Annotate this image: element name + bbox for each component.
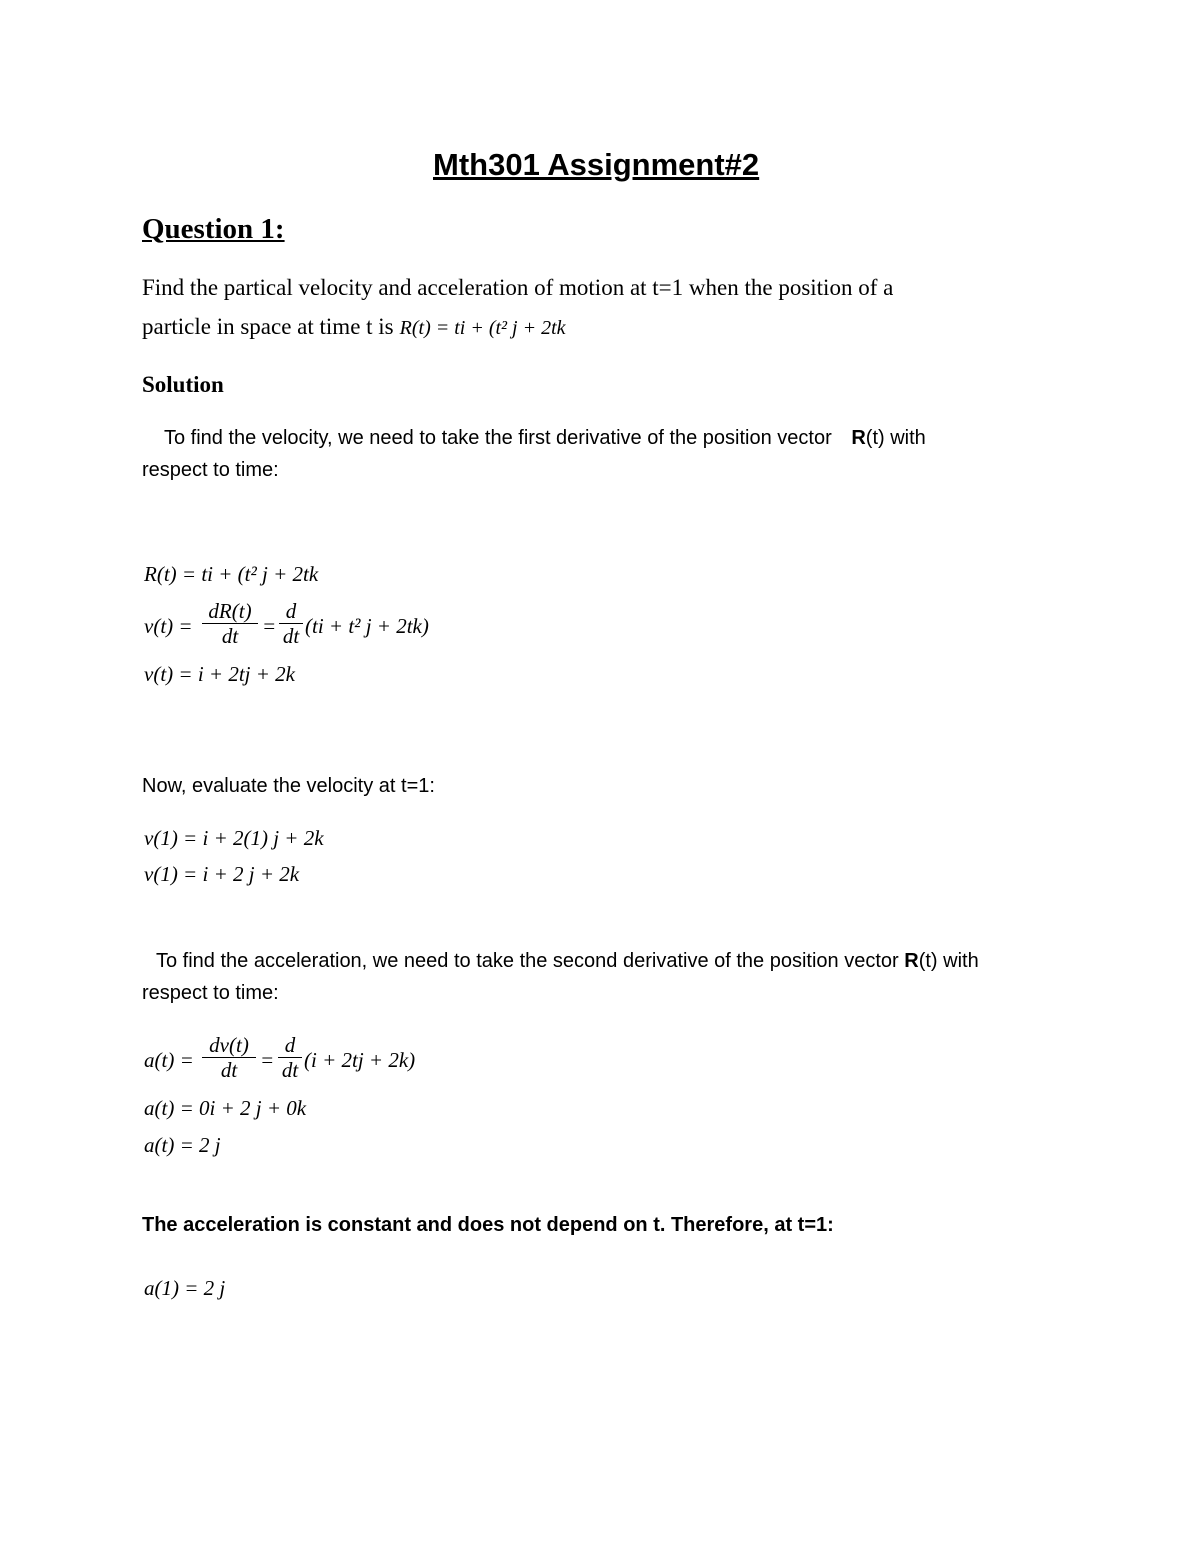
- question-text-line2: [142, 314, 566, 340]
- velocity-intro-text-end: (t) with: [865, 427, 926, 449]
- equation-velocity-fraction-1: [202, 600, 258, 647]
- fraction-numerator: d: [284, 1033, 296, 1057]
- equation-position: R(t) = ti + (t² j + 2tk: [144, 562, 319, 586]
- velocity-intro-vector-symbol: R: [851, 427, 866, 449]
- equation-velocity-fraction-2: [279, 600, 303, 647]
- fraction-denominator: dt: [281, 1058, 299, 1082]
- fraction-numerator: dv(t): [209, 1033, 249, 1057]
- equation-acceleration-lhs: a(t) =: [144, 1048, 194, 1072]
- solution-heading: Solution: [142, 372, 224, 397]
- evaluate-velocity-text: Now, evaluate the velocity at t=1:: [142, 775, 435, 797]
- acceleration-intro-text: To find the acceleration, we need to take the second derivative of the position vector: [156, 950, 899, 972]
- acceleration-intro-line1: [156, 950, 979, 973]
- equation-velocity-at-1-step: v(1) = i + 2(1) j + 2k: [144, 826, 324, 850]
- question-text-line1: Find the partical velocity and acceleration of motion at t=1 when the position of a: [142, 275, 894, 300]
- equation-velocity-result: v(t) = i + 2tj + 2k: [144, 662, 295, 686]
- fraction-numerator: d: [285, 599, 297, 623]
- acceleration-intro-line2: respect to time:: [142, 982, 279, 1004]
- equation-acceleration-result: a(t) = 2 j: [144, 1133, 221, 1157]
- fraction-denominator: dt: [282, 624, 300, 648]
- equation-acceleration-equals: =: [260, 1048, 275, 1072]
- velocity-intro-line1: [164, 427, 926, 450]
- question-heading: Question 1:: [142, 213, 285, 245]
- equation-acceleration-fraction-1: [202, 1034, 256, 1081]
- question-text-line2-prefix: particle in space at time t is: [142, 314, 394, 339]
- question-position-expression: R(t) = ti + (t² j + 2tk: [399, 317, 566, 339]
- fraction-denominator: dt: [220, 1058, 238, 1082]
- equation-velocity-lhs: v(t) =: [144, 614, 193, 638]
- fraction-denominator: dt: [221, 624, 239, 648]
- acceleration-intro-text-end: (t) with: [918, 950, 979, 972]
- equation-acceleration-rhs: (i + 2tj + 2k): [304, 1048, 416, 1072]
- conclusion-text: The acceleration is constant and does not depend on t. Therefore, at t=1:: [142, 1214, 834, 1236]
- equation-acceleration-components: a(t) = 0i + 2 j + 0k: [144, 1096, 307, 1120]
- fraction-numerator: dR(t): [208, 599, 252, 623]
- equation-velocity-rhs: (ti + t² j + 2tk): [305, 614, 429, 638]
- equation-acceleration-fraction-2: [278, 1034, 302, 1081]
- equation-velocity-equals: =: [262, 614, 277, 638]
- equation-velocity-at-1-result: v(1) = i + 2 j + 2k: [144, 862, 300, 886]
- equation-acceleration-at-1: a(1) = 2 j: [144, 1276, 226, 1300]
- acceleration-intro-vector-symbol: R: [904, 950, 919, 972]
- velocity-intro-text: To find the velocity, we need to take the first derivative of the position vector: [164, 427, 832, 449]
- velocity-intro-line2: respect to time:: [142, 459, 279, 481]
- page-title: Mth301 Assignment#2: [433, 147, 760, 182]
